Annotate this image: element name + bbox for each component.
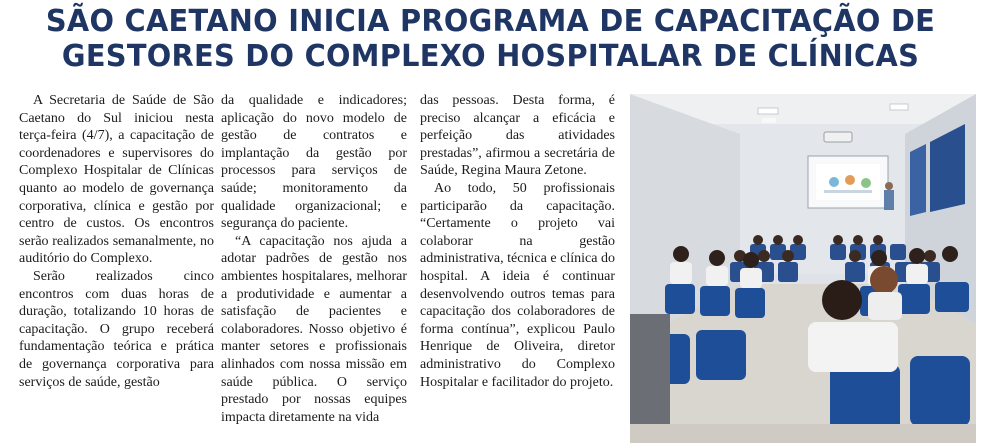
article-column-2	[221, 92, 407, 442]
paragraph: “A capacitação nos ajuda a adotar padrões de gestão nos ambientes hospitalares, melhorar a produtividade e aumentar a satisfação de pacientes e colaboradores. Nosso objetivo é manter setores e profissionais alinhados com nossa missão em saúde pública. O serviço prestado por nossas equipes impacta diretamente na vida	[221, 233, 407, 425]
auditorium-photo-illustration	[630, 94, 976, 443]
paragraph: Ao todo, 50 profissionais participarão da capacitação. “Certamente o projeto vai colaborar na gestão administrativa, técnica e clínica do hospital. A ideia é continuar desenvolvendo outros temas para capacitação dos colaboradores de forma contínua”, explicou Paulo Henrique de Oliveira, diretor administrativo do Complexo Hospitalar e facilitador do projeto.	[420, 180, 615, 390]
paragraph: das pessoas. Desta forma, é preciso alcançar a eficácia e perfeição das atividades prestadas”, afirmou a secretária de Saúde, Regina Maura Zetone.	[420, 93, 615, 179]
headline-line-2: GESTORES DO COMPLEXO HOSPITALAR DE CLÍNICAS	[61, 39, 920, 74]
paragraph: da qualidade e indicadores; aplicação do novo modelo de gestão de contratos e implantação da gestão por processos para serviços de saúde; monitoramento da qualidade organizacional; e segurança do paciente.	[221, 93, 407, 232]
headline-line-1: SÃO CAETANO INICIA PROGRAMA DE CAPACITAÇÃO DE	[45, 4, 936, 39]
paragraph: Serão realizados cinco encontros com duas horas de duração, totalizando 10 horas de capacitação. O grupo receberá fundamentação teórica e prática de governança corporativa para serviços de saúde, gestão	[19, 268, 214, 390]
headline	[20, 4, 962, 74]
article-column-3	[420, 92, 615, 442]
paragraph: A Secretaria de Saúde de São Caetano do Sul iniciou nesta terça-feira (4/7), a capacitação de coordenadores e supervisores do Complexo Hospitalar de Clínicas quanto ao modelo de governança corporativa, clínica e gestão por centro de custos. Os encontros serão realizados semanalmente, no auditório do Complexo.	[19, 93, 214, 267]
auditorium-photo	[630, 94, 976, 443]
article-column-1	[19, 92, 214, 442]
